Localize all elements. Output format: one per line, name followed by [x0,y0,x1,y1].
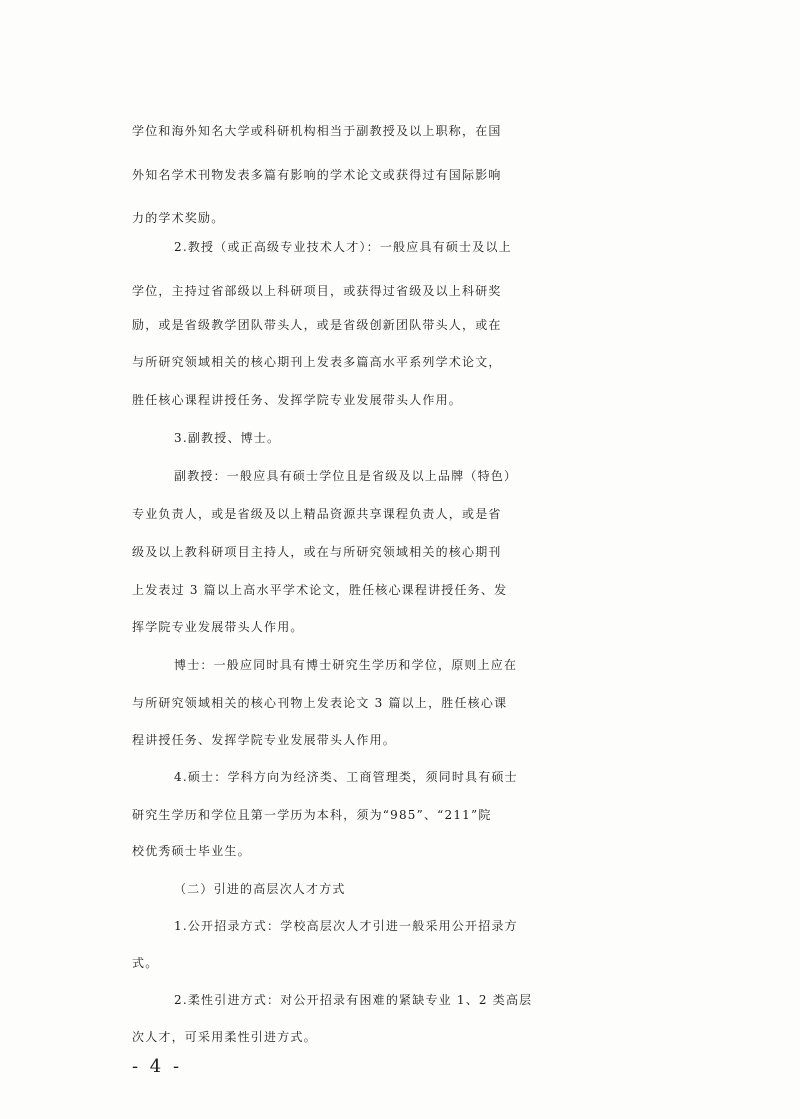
body-text-line: 博士：一般应同时具有博士研究生学历和学位，原则上应在 [174,658,518,672]
body-text-line: 级及以上教科研项目主持人，或在与所研究领域相关的核心期刊 [132,545,502,559]
body-text-line: 力的学术奖励。 [132,211,225,225]
body-text-line: 副教授：一般应具有硕士学位且是省级及以上品牌（特色） [174,469,518,483]
body-text-line: 2.教授（或正高级专业技术人才）：一般应具有硕士及以上 [174,240,512,254]
body-text-line: 励，或是省级教学团队带头人，或是省级创新团队带头人，或在 [132,318,502,332]
body-text-line: 校优秀硕士毕业生。 [132,844,251,858]
body-text-line: 次人才，可采用柔性引进方式。 [132,1030,317,1044]
section-heading-line: （二）引进的高层次人才方式 [174,882,346,896]
body-text-line: 程讲授任务、发挥学院专业发展带头人作用。 [132,733,397,747]
body-text-line: 专业负责人，或是省级及以上精品资源共享课程负责人，或是省 [132,507,502,521]
body-text-line: 上发表过 3 篇以上高水平学术论文，胜任核心课程讲授任务、发 [132,583,508,597]
body-text-line: 与所研究领域相关的核心期刊上发表多篇高水平系列学术论文， [132,355,502,369]
body-text-line: 挥学院专业发展带头人作用。 [132,620,304,634]
body-text-line: 外知名学术刊物发表多篇有影响的学术论文或获得过有国际影响 [132,168,502,182]
body-text-line: 学位和海外知名大学或科研机构相当于副教授及以上职称，在国 [132,124,502,138]
body-text-line: 胜任核心课程讲授任务、发挥学院专业发展带头人作用。 [132,393,463,407]
body-text-line: 与所研究领域相关的核心刊物上发表论文 3 篇以上，胜任核心课 [132,696,508,710]
body-text-line: 2.柔性引进方式：对公开招录有困难的紧缺专业 1、2 类高层 [174,993,533,1007]
body-text-line: 学位，主持过省部级以上科研项目，或获得过省级及以上科研奖 [132,284,502,298]
body-text-line: 式。 [132,956,159,970]
section-heading-line: 3.副教授、博士。 [174,431,281,445]
body-text-line: 4.硕士：学科方向为经济类、工商管理类，须同时具有硕士 [174,770,518,784]
body-text-line: 1.公开招录方式：学校高层次人才引进一般采用公开招录方 [174,919,518,933]
page-number: - 4 - [132,1056,183,1077]
body-text-line: 研究生学历和学位且第一学历为本科，须为“985”、“211”院 [132,808,492,822]
